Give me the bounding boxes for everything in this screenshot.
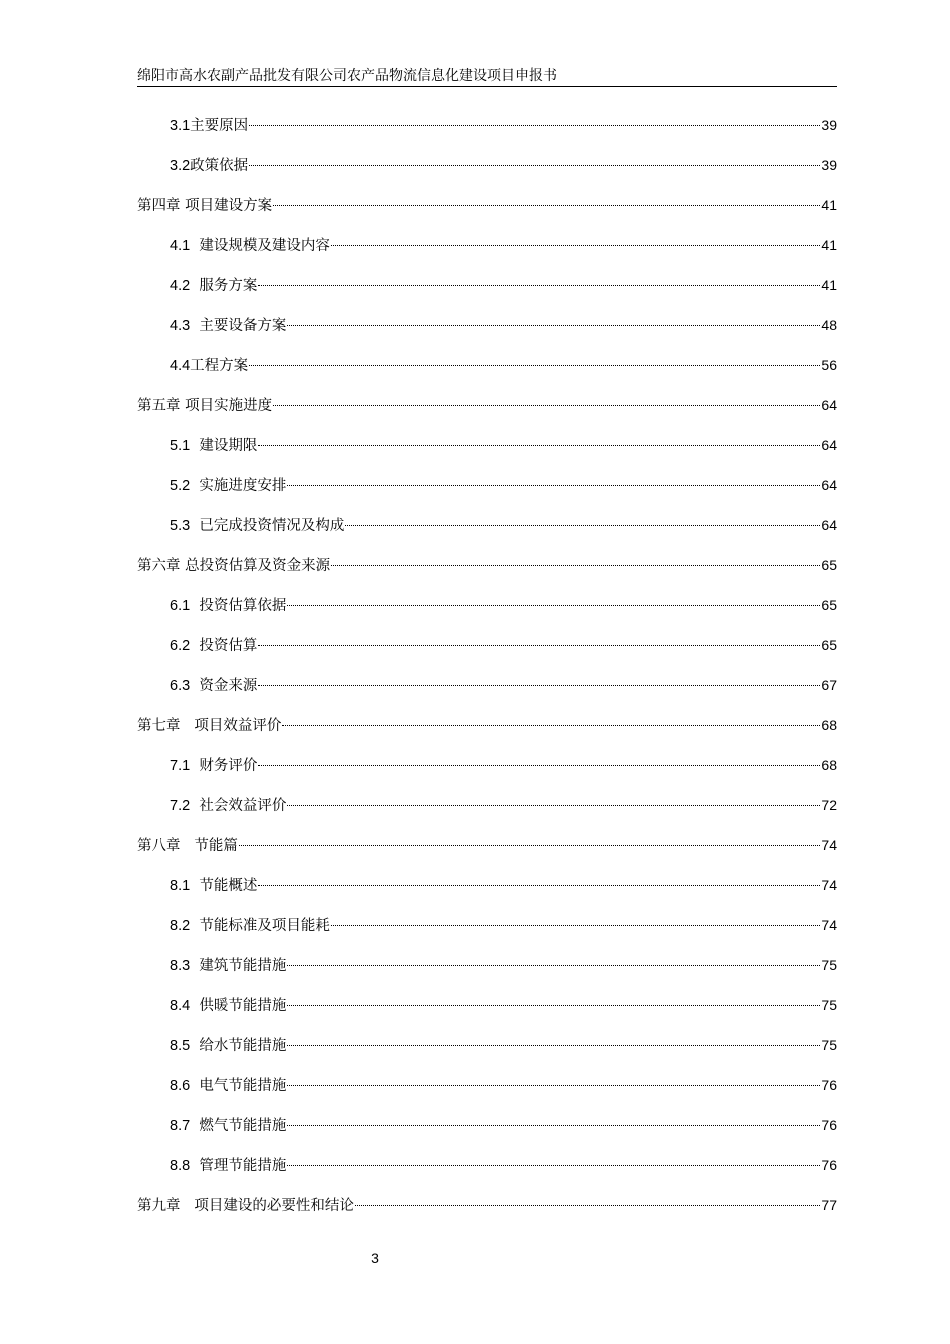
toc-entry-title: 供暖节能措施 bbox=[199, 998, 287, 1014]
toc-entry-page: 68 bbox=[821, 717, 837, 733]
toc-entry[interactable] bbox=[137, 830, 837, 870]
dot-leader bbox=[258, 685, 820, 686]
toc-entry[interactable] bbox=[137, 550, 837, 590]
toc-entry-number: 4.3 bbox=[170, 318, 191, 334]
dot-leader bbox=[287, 1165, 820, 1166]
toc-entry-page: 65 bbox=[821, 597, 837, 613]
toc-entry-title: 实施进度安排 bbox=[199, 478, 287, 494]
dot-leader bbox=[249, 365, 820, 366]
toc-entry-page: 64 bbox=[821, 477, 837, 493]
dot-leader bbox=[249, 125, 820, 126]
toc-entry-page: 75 bbox=[821, 997, 837, 1013]
toc-entry-title: 财务评价 bbox=[199, 758, 258, 774]
dot-leader bbox=[331, 245, 821, 246]
toc-entry-title: 主要原因 bbox=[190, 118, 249, 134]
toc-entry-number: 4.4 bbox=[170, 358, 191, 374]
toc-entry-title: 电气节能措施 bbox=[199, 1078, 287, 1094]
dot-leader bbox=[258, 285, 820, 286]
page-number: 3 bbox=[371, 1250, 379, 1266]
toc-entry[interactable] bbox=[137, 710, 837, 750]
toc-entry[interactable] bbox=[137, 470, 837, 510]
running-header: 绵阳市高水农副产品批发有限公司农产品物流信息化建设项目申报书 bbox=[137, 68, 557, 84]
toc-entry-title: 投资估算依据 bbox=[199, 598, 287, 614]
toc-entry[interactable] bbox=[137, 430, 837, 470]
table-of-contents bbox=[137, 110, 837, 1230]
dot-leader bbox=[273, 405, 820, 406]
toc-entry-number: 7.1 bbox=[170, 758, 191, 774]
dot-leader bbox=[287, 485, 820, 486]
dot-leader bbox=[258, 445, 820, 446]
dot-leader bbox=[355, 1205, 821, 1206]
toc-entry-number: 8.1 bbox=[170, 878, 191, 894]
toc-entry-page: 72 bbox=[821, 797, 837, 813]
toc-entry[interactable] bbox=[137, 870, 837, 910]
toc-entry-page: 75 bbox=[821, 1037, 837, 1053]
toc-entry[interactable] bbox=[137, 230, 837, 270]
toc-entry[interactable] bbox=[137, 510, 837, 550]
toc-entry-page: 75 bbox=[821, 957, 837, 973]
toc-entry[interactable] bbox=[137, 1110, 837, 1150]
toc-entry-title: 节能篇 bbox=[194, 838, 238, 854]
toc-entry[interactable] bbox=[137, 670, 837, 710]
toc-entry-title: 项目建设的必要性和结论 bbox=[194, 1198, 354, 1214]
toc-entry[interactable] bbox=[137, 1030, 837, 1070]
dot-leader bbox=[345, 525, 820, 526]
dot-leader bbox=[331, 925, 821, 926]
toc-entry[interactable] bbox=[137, 910, 837, 950]
toc-entry-page: 65 bbox=[821, 637, 837, 653]
toc-entry-number: 8.8 bbox=[170, 1158, 191, 1174]
toc-entry-title: 管理节能措施 bbox=[199, 1158, 287, 1174]
toc-entry-number: 第六章 bbox=[137, 558, 181, 574]
toc-entry-page: 39 bbox=[821, 157, 837, 173]
toc-entry-number: 第五章 bbox=[137, 398, 181, 414]
toc-entry-number: 6.3 bbox=[170, 678, 191, 694]
toc-entry-title: 工程方案 bbox=[190, 358, 249, 374]
toc-entry[interactable] bbox=[137, 590, 837, 630]
toc-entry-number: 6.1 bbox=[170, 598, 191, 614]
dot-leader bbox=[282, 725, 820, 726]
toc-entry[interactable] bbox=[137, 270, 837, 310]
toc-entry-page: 67 bbox=[821, 677, 837, 693]
toc-entry-title: 服务方案 bbox=[199, 278, 258, 294]
toc-entry-number: 7.2 bbox=[170, 798, 191, 814]
toc-entry-title: 项目效益评价 bbox=[194, 718, 282, 734]
toc-entry-title: 政策依据 bbox=[190, 158, 249, 174]
toc-entry-page: 68 bbox=[821, 757, 837, 773]
toc-entry[interactable] bbox=[137, 750, 837, 790]
toc-entry-title: 主要设备方案 bbox=[199, 318, 287, 334]
toc-entry-page: 76 bbox=[821, 1157, 837, 1173]
toc-entry-page: 39 bbox=[821, 117, 837, 133]
toc-entry-number: 8.7 bbox=[170, 1118, 191, 1134]
toc-entry-title: 燃气节能措施 bbox=[199, 1118, 287, 1134]
toc-entry-title: 建筑节能措施 bbox=[199, 958, 287, 974]
toc-entry-page: 48 bbox=[821, 317, 837, 333]
toc-entry-number: 第八章 bbox=[137, 838, 181, 854]
toc-entry[interactable] bbox=[137, 950, 837, 990]
toc-entry[interactable] bbox=[137, 390, 837, 430]
toc-entry-page: 41 bbox=[821, 237, 837, 253]
toc-entry-title: 项目实施进度 bbox=[185, 398, 273, 414]
toc-entry-page: 65 bbox=[821, 557, 837, 573]
toc-entry[interactable] bbox=[137, 150, 837, 190]
dot-leader bbox=[258, 765, 820, 766]
toc-entry-number: 4.2 bbox=[170, 278, 191, 294]
toc-entry-number: 5.2 bbox=[170, 478, 191, 494]
dot-leader bbox=[287, 1045, 820, 1046]
toc-entry[interactable] bbox=[137, 990, 837, 1030]
toc-entry[interactable] bbox=[137, 1150, 837, 1190]
toc-entry-number: 8.2 bbox=[170, 918, 191, 934]
toc-entry-title: 建设期限 bbox=[199, 438, 258, 454]
toc-entry-number: 8.6 bbox=[170, 1078, 191, 1094]
toc-entry-title: 节能标准及项目能耗 bbox=[199, 918, 330, 934]
toc-entry-page: 56 bbox=[821, 357, 837, 373]
toc-entry-page: 74 bbox=[821, 877, 837, 893]
toc-entry-number: 第九章 bbox=[137, 1198, 181, 1214]
toc-entry-page: 64 bbox=[821, 437, 837, 453]
toc-entry[interactable] bbox=[137, 110, 837, 150]
toc-entry-page: 41 bbox=[821, 277, 837, 293]
toc-entry-title: 给水节能措施 bbox=[199, 1038, 287, 1054]
toc-entry-title: 投资估算 bbox=[199, 638, 258, 654]
toc-entry-number: 3.2 bbox=[170, 158, 191, 174]
toc-entry-number: 3.1 bbox=[170, 118, 191, 134]
dot-leader bbox=[287, 965, 820, 966]
toc-entry-number: 6.2 bbox=[170, 638, 191, 654]
toc-entry[interactable] bbox=[137, 310, 837, 350]
toc-entry-page: 76 bbox=[821, 1077, 837, 1093]
toc-entry-number: 5.1 bbox=[170, 438, 191, 454]
dot-leader bbox=[273, 205, 820, 206]
toc-entry-title: 总投资估算及资金来源 bbox=[185, 558, 331, 574]
toc-entry-number: 8.3 bbox=[170, 958, 191, 974]
toc-entry-number: 5.3 bbox=[170, 518, 191, 534]
dot-leader bbox=[249, 165, 820, 166]
toc-entry-number: 第四章 bbox=[137, 198, 181, 214]
toc-entry-page: 64 bbox=[821, 517, 837, 533]
toc-entry-page: 76 bbox=[821, 1117, 837, 1133]
toc-entry[interactable] bbox=[137, 350, 837, 390]
toc-entry-title: 资金来源 bbox=[199, 678, 258, 694]
dot-leader bbox=[287, 605, 820, 606]
toc-entry[interactable] bbox=[137, 1190, 837, 1230]
toc-entry-title: 社会效益评价 bbox=[199, 798, 287, 814]
dot-leader bbox=[287, 1005, 820, 1006]
dot-leader bbox=[287, 325, 820, 326]
toc-entry-title: 项目建设方案 bbox=[185, 198, 273, 214]
dot-leader bbox=[258, 885, 820, 886]
toc-entry-number: 8.5 bbox=[170, 1038, 191, 1054]
toc-entry-number: 第七章 bbox=[137, 718, 181, 734]
toc-entry-page: 74 bbox=[821, 917, 837, 933]
dot-leader bbox=[287, 1125, 820, 1126]
toc-entry-number: 4.1 bbox=[170, 238, 191, 254]
toc-entry-number: 8.4 bbox=[170, 998, 191, 1014]
toc-entry[interactable] bbox=[137, 190, 837, 230]
toc-entry-page: 77 bbox=[821, 1197, 837, 1213]
toc-entry-page: 41 bbox=[821, 197, 837, 213]
toc-entry[interactable] bbox=[137, 630, 837, 670]
toc-entry-title: 已完成投资情况及构成 bbox=[199, 518, 345, 534]
header-rule bbox=[137, 86, 837, 87]
dot-leader bbox=[331, 565, 820, 566]
dot-leader bbox=[258, 645, 820, 646]
dot-leader bbox=[287, 805, 820, 806]
toc-entry[interactable] bbox=[137, 1070, 837, 1110]
toc-entry-title: 建设规模及建设内容 bbox=[199, 238, 330, 254]
toc-entry-title: 节能概述 bbox=[199, 878, 258, 894]
toc-entry-page: 74 bbox=[821, 837, 837, 853]
dot-leader bbox=[239, 845, 821, 846]
dot-leader bbox=[287, 1085, 820, 1086]
toc-entry[interactable] bbox=[137, 790, 837, 830]
toc-entry-page: 64 bbox=[821, 397, 837, 413]
